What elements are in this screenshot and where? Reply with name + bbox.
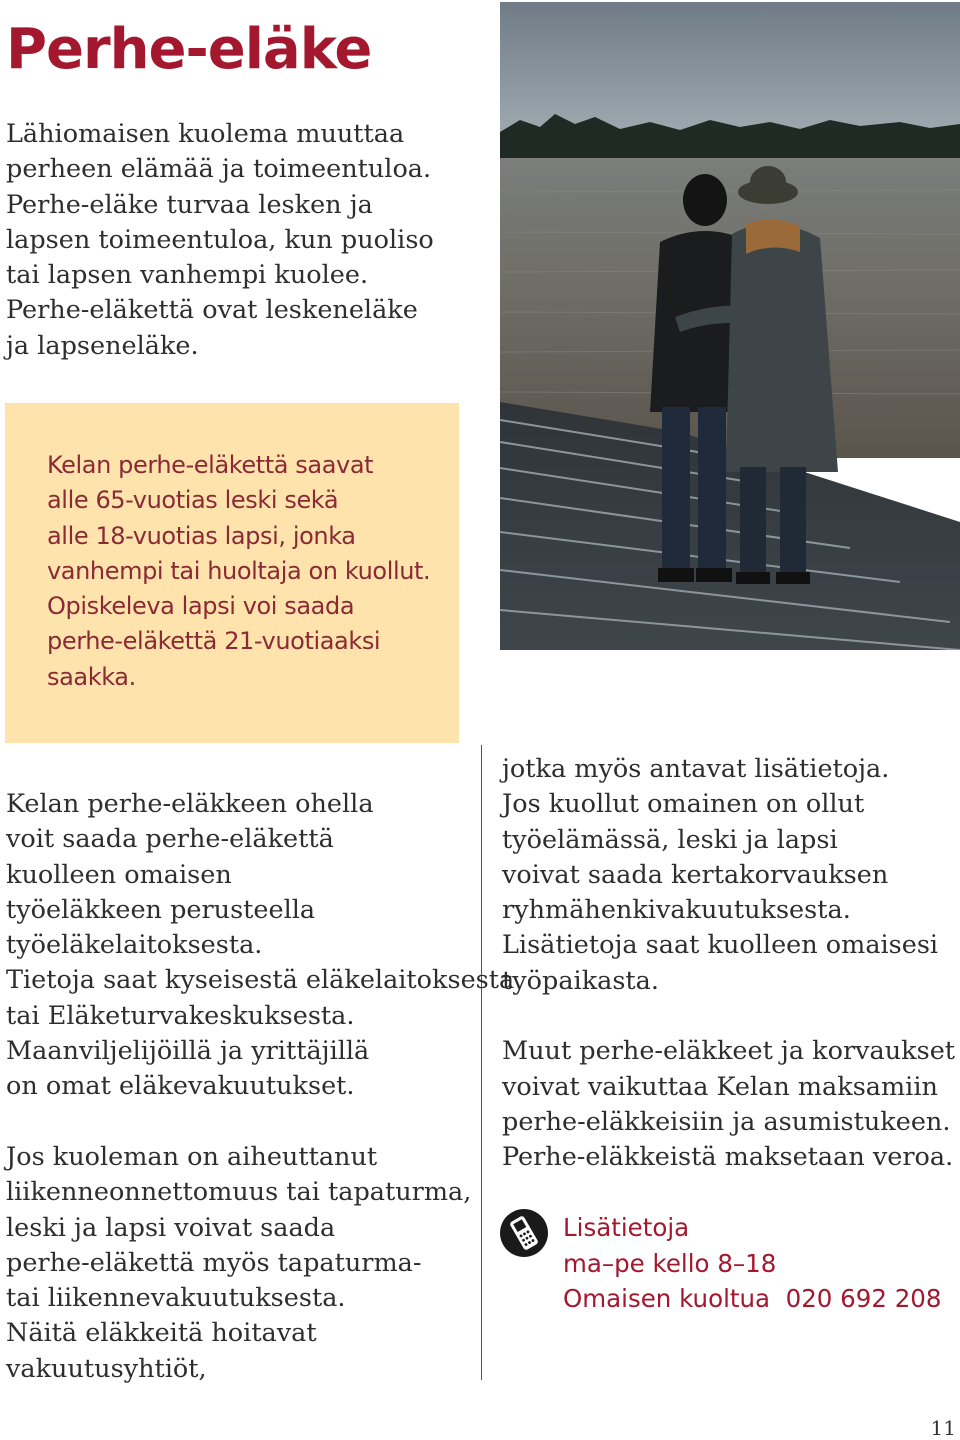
contact-heading: Lisätietoja [563, 1213, 690, 1242]
left-line: kuolleen omaisen [6, 859, 232, 890]
left-line: leski ja lapsi voivat saada [6, 1212, 336, 1243]
right-line: Jos kuollut omainen on ollut [502, 789, 865, 820]
intro-line: tai lapsen vanhempi kuolee. [6, 260, 369, 291]
intro-line: Perhe-eläke turvaa lesken ja [6, 189, 373, 220]
left-line: vakuutusyhtiöt, [6, 1353, 207, 1384]
intro-paragraph [6, 117, 434, 364]
right-line: ryhmähenkivakuutuksesta. [502, 895, 851, 926]
left-line: Kelan perhe-eläkkeen ohella [6, 789, 374, 819]
paragraph-gap [502, 999, 955, 1034]
mobile-phone-icon [500, 1209, 548, 1257]
highlight-line: saakka. [47, 662, 136, 691]
highlight-line: alle 65-vuotias leski sekä [47, 486, 339, 515]
left-line: Maanviljelijöillä ja yrittäjillä [6, 1036, 370, 1067]
contact-phone-number: 020 692 208 [785, 1284, 942, 1313]
highlight-line: Kelan perhe-eläkettä saavat [47, 451, 374, 479]
right-line: työpaikasta. [502, 965, 659, 996]
highlight-line: vanhempi tai huoltaja on kuollut. [47, 556, 431, 585]
intro-line: ja lapseneläke. [6, 330, 199, 361]
right-line: jotka myös antavat lisätietoja. [502, 754, 890, 784]
contact-info [563, 1210, 941, 1317]
intro-line: Lähiomaisen kuolema muuttaa [6, 119, 405, 149]
left-line: voit saada perhe-eläkettä [6, 824, 334, 855]
right-line: Lisätietoja saat kuolleen omaisesi [502, 930, 939, 961]
contact-hours: ma–pe kello 8–18 [563, 1248, 777, 1278]
paragraph-gap [6, 1105, 514, 1140]
left-line: tai liikennevakuutuksesta. [6, 1283, 346, 1314]
left-line: perhe-eläkettä myös tapaturma- [6, 1247, 422, 1278]
photo-illustration [500, 2, 960, 650]
right-line: voivat saada kertakorvauksen [502, 859, 889, 890]
contact-service: Omaisen kuoltua [563, 1284, 771, 1313]
left-line: työeläkelaitoksesta. [6, 930, 263, 961]
intro-line: Perhe-eläkettä ovat leskeneläke [6, 295, 418, 326]
couple-on-pier-photo [500, 2, 960, 650]
highlight-box-text [47, 448, 430, 695]
highlight-line: alle 18-vuotias lapsi, jonka [47, 521, 356, 550]
page-number: 11 [930, 1416, 956, 1440]
left-line: on omat eläkevakuutukset. [6, 1071, 355, 1102]
left-line: Tietoja saat kyseisestä eläkelaitoksesta [6, 965, 515, 996]
contact-phone-row [563, 1281, 941, 1317]
left-line: työeläkkeen perusteella [6, 894, 316, 925]
right-line: Perhe-eläkkeistä maksetaan veroa. [502, 1142, 954, 1173]
highlight-line: perhe-eläkettä 21-vuotiaaksi [47, 627, 381, 656]
left-line: Näitä eläkkeitä hoitavat [6, 1318, 317, 1349]
right-line: voivat vaikuttaa Kelan maksamiin [502, 1071, 938, 1102]
page-title: Perhe-eläke [6, 17, 372, 82]
left-line: Jos kuoleman on aiheuttanut [6, 1141, 378, 1172]
right-column-text [502, 752, 955, 1176]
left-line: tai Eläketurvakeskuksesta. [6, 1000, 355, 1031]
right-line: Muut perhe-eläkkeet ja korvaukset [502, 1036, 956, 1067]
right-line: työelämässä, leski ja lapsi [502, 824, 838, 855]
intro-line: lapsen toimeentuloa, kun puoliso [6, 224, 434, 255]
left-column-text [6, 787, 514, 1387]
highlight-line: Opiskeleva lapsi voi saada [47, 592, 355, 621]
right-line: perhe-eläkkeisiin ja asumistukeen. [502, 1106, 951, 1137]
intro-line: perheen elämää ja toimeentuloa. [6, 154, 432, 185]
left-line: liikenneonnettomuus tai tapaturma, [6, 1177, 472, 1208]
